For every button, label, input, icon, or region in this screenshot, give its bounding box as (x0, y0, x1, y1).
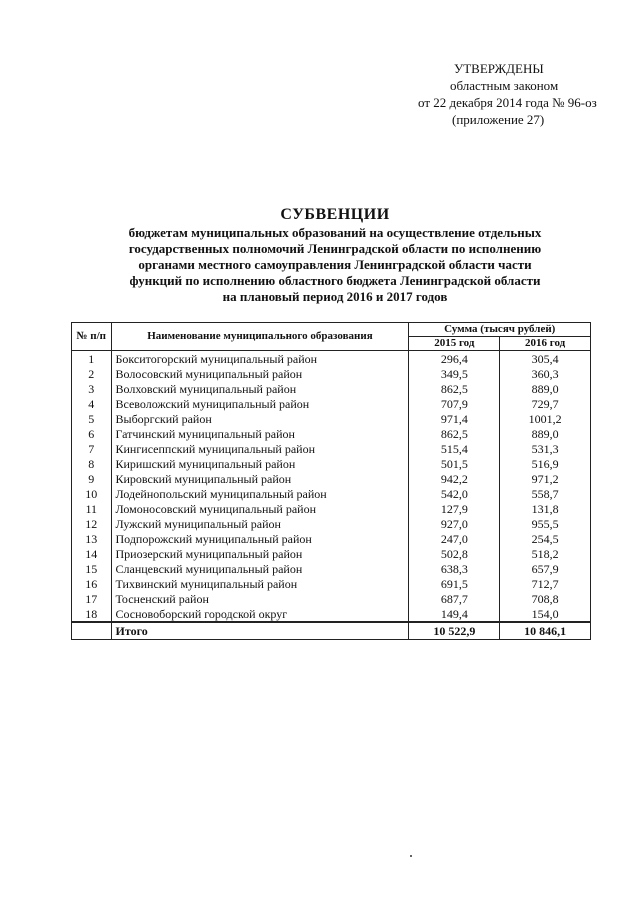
row-value-2016: 712,7 (500, 576, 591, 591)
row-number: 15 (72, 561, 112, 576)
row-value-2015: 515,4 (409, 441, 500, 456)
table-row (72, 471, 591, 486)
table-row (72, 546, 591, 561)
row-number: 13 (72, 531, 112, 546)
row-municipality: Киришский муниципальный район (111, 456, 409, 471)
table-row (72, 351, 591, 367)
row-number: 4 (72, 396, 112, 411)
approval-appendix: (приложение 27) (452, 112, 545, 127)
table-body (72, 351, 591, 623)
row-number: 12 (72, 516, 112, 531)
row-value-2015: 707,9 (409, 396, 500, 411)
scan-speck (410, 855, 412, 857)
header-year-2015: 2015 год (409, 337, 500, 351)
document-title: СУБВЕНЦИИ (280, 206, 390, 223)
row-value-2015: 296,4 (409, 351, 500, 367)
row-number: 10 (72, 486, 112, 501)
row-municipality: Всеволожский муниципальный район (111, 396, 409, 411)
table-row (72, 396, 591, 411)
row-value-2015: 927,0 (409, 516, 500, 531)
table-row (72, 486, 591, 501)
table-row (72, 426, 591, 441)
document-subtitle-line-5: на плановый период 2016 и 2017 годов (222, 289, 448, 304)
row-municipality: Сосновоборский городской округ (111, 606, 409, 622)
row-value-2016: 131,8 (500, 501, 591, 516)
row-value-2016: 558,7 (500, 486, 591, 501)
table-row (72, 441, 591, 456)
approval-date: от 22 декабря 2014 года № 96-оз (418, 95, 597, 110)
row-value-2016: 708,8 (500, 591, 591, 606)
row-number: 8 (72, 456, 112, 471)
row-value-2016: 516,9 (500, 456, 591, 471)
row-municipality: Сланцевский муниципальный район (111, 561, 409, 576)
table-total-row (72, 622, 591, 640)
row-number: 11 (72, 501, 112, 516)
total-2016: 10 846,1 (500, 622, 591, 640)
table-row (72, 576, 591, 591)
approval-law: областным законом (450, 78, 559, 93)
total-2015: 10 522,9 (409, 622, 500, 640)
table-row (72, 531, 591, 546)
row-number: 3 (72, 381, 112, 396)
row-municipality: Тосненский район (111, 591, 409, 606)
row-value-2016: 305,4 (500, 351, 591, 367)
header-number: № п/п (72, 323, 112, 351)
row-number: 6 (72, 426, 112, 441)
document-subtitle-line-1: бюджетам муниципальных образований на осуществление отдельных (128, 225, 542, 240)
table-row (72, 366, 591, 381)
row-value-2016: 889,0 (500, 381, 591, 396)
row-municipality: Ломоносовский муниципальный район (111, 501, 409, 516)
row-municipality: Бокситогорский муниципальный район (111, 351, 409, 367)
row-value-2015: 942,2 (409, 471, 500, 486)
row-municipality: Гатчинский муниципальный район (111, 426, 409, 441)
document-title-block (70, 205, 600, 305)
table-row (72, 456, 591, 471)
row-value-2015: 349,5 (409, 366, 500, 381)
total-label: Итого (111, 622, 409, 640)
row-number: 18 (72, 606, 112, 622)
approval-title: УТВЕРЖДЕНЫ (454, 61, 544, 76)
row-number: 7 (72, 441, 112, 456)
row-municipality: Подпорожский муниципальный район (111, 531, 409, 546)
row-number: 14 (72, 546, 112, 561)
row-value-2016: 518,2 (500, 546, 591, 561)
row-value-2015: 502,8 (409, 546, 500, 561)
subsidies-table (71, 322, 591, 640)
row-value-2016: 254,5 (500, 531, 591, 546)
row-municipality: Волосовский муниципальный район (111, 366, 409, 381)
row-value-2016: 657,9 (500, 561, 591, 576)
row-value-2016: 889,0 (500, 426, 591, 441)
row-municipality: Лодейнопольский муниципальный район (111, 486, 409, 501)
row-municipality: Кингисеппский муниципальный район (111, 441, 409, 456)
row-value-2016: 154,0 (500, 606, 591, 622)
table-row (72, 606, 591, 622)
row-municipality: Волховский муниципальный район (111, 381, 409, 396)
row-value-2016: 729,7 (500, 396, 591, 411)
row-municipality: Лужский муниципальный район (111, 516, 409, 531)
row-municipality: Выборгский район (111, 411, 409, 426)
row-value-2015: 542,0 (409, 486, 500, 501)
row-value-2015: 247,0 (409, 531, 500, 546)
row-value-2016: 531,3 (500, 441, 591, 456)
row-value-2015: 149,4 (409, 606, 500, 622)
document-subtitle-line-4: функций по исполнению областного бюджета Ленинградской области (129, 273, 541, 288)
table-row (72, 501, 591, 516)
document-subtitle-line-3: органами местного самоуправления Ленинградской области части (138, 257, 532, 272)
row-value-2015: 638,3 (409, 561, 500, 576)
row-number: 17 (72, 591, 112, 606)
row-value-2016: 360,3 (500, 366, 591, 381)
row-number: 2 (72, 366, 112, 381)
row-municipality: Тихвинский муниципальный район (111, 576, 409, 591)
row-value-2015: 862,5 (409, 381, 500, 396)
table-row (72, 411, 591, 426)
row-number: 9 (72, 471, 112, 486)
row-value-2015: 691,5 (409, 576, 500, 591)
table-row (72, 591, 591, 606)
row-number: 16 (72, 576, 112, 591)
row-value-2016: 971,2 (500, 471, 591, 486)
row-number: 1 (72, 351, 112, 367)
header-municipality: Наименование муниципального образования (111, 323, 409, 351)
header-year-2016: 2016 год (500, 337, 591, 351)
row-municipality: Кировский муниципальный район (111, 471, 409, 486)
table-row (72, 381, 591, 396)
total-number-cell (72, 622, 112, 640)
row-value-2015: 971,4 (409, 411, 500, 426)
row-value-2015: 862,5 (409, 426, 500, 441)
row-value-2016: 955,5 (500, 516, 591, 531)
approval-stamp (418, 60, 597, 128)
table-row (72, 516, 591, 531)
row-number: 5 (72, 411, 112, 426)
header-sum: Сумма (тысяч рублей) (409, 323, 591, 337)
table-row (72, 561, 591, 576)
row-value-2015: 127,9 (409, 501, 500, 516)
document-subtitle-line-2: государственных полномочий Ленинградской области по исполнению (128, 241, 542, 256)
row-municipality: Приозерский муниципальный район (111, 546, 409, 561)
row-value-2015: 687,7 (409, 591, 500, 606)
row-value-2015: 501,5 (409, 456, 500, 471)
row-value-2016: 1001,2 (500, 411, 591, 426)
